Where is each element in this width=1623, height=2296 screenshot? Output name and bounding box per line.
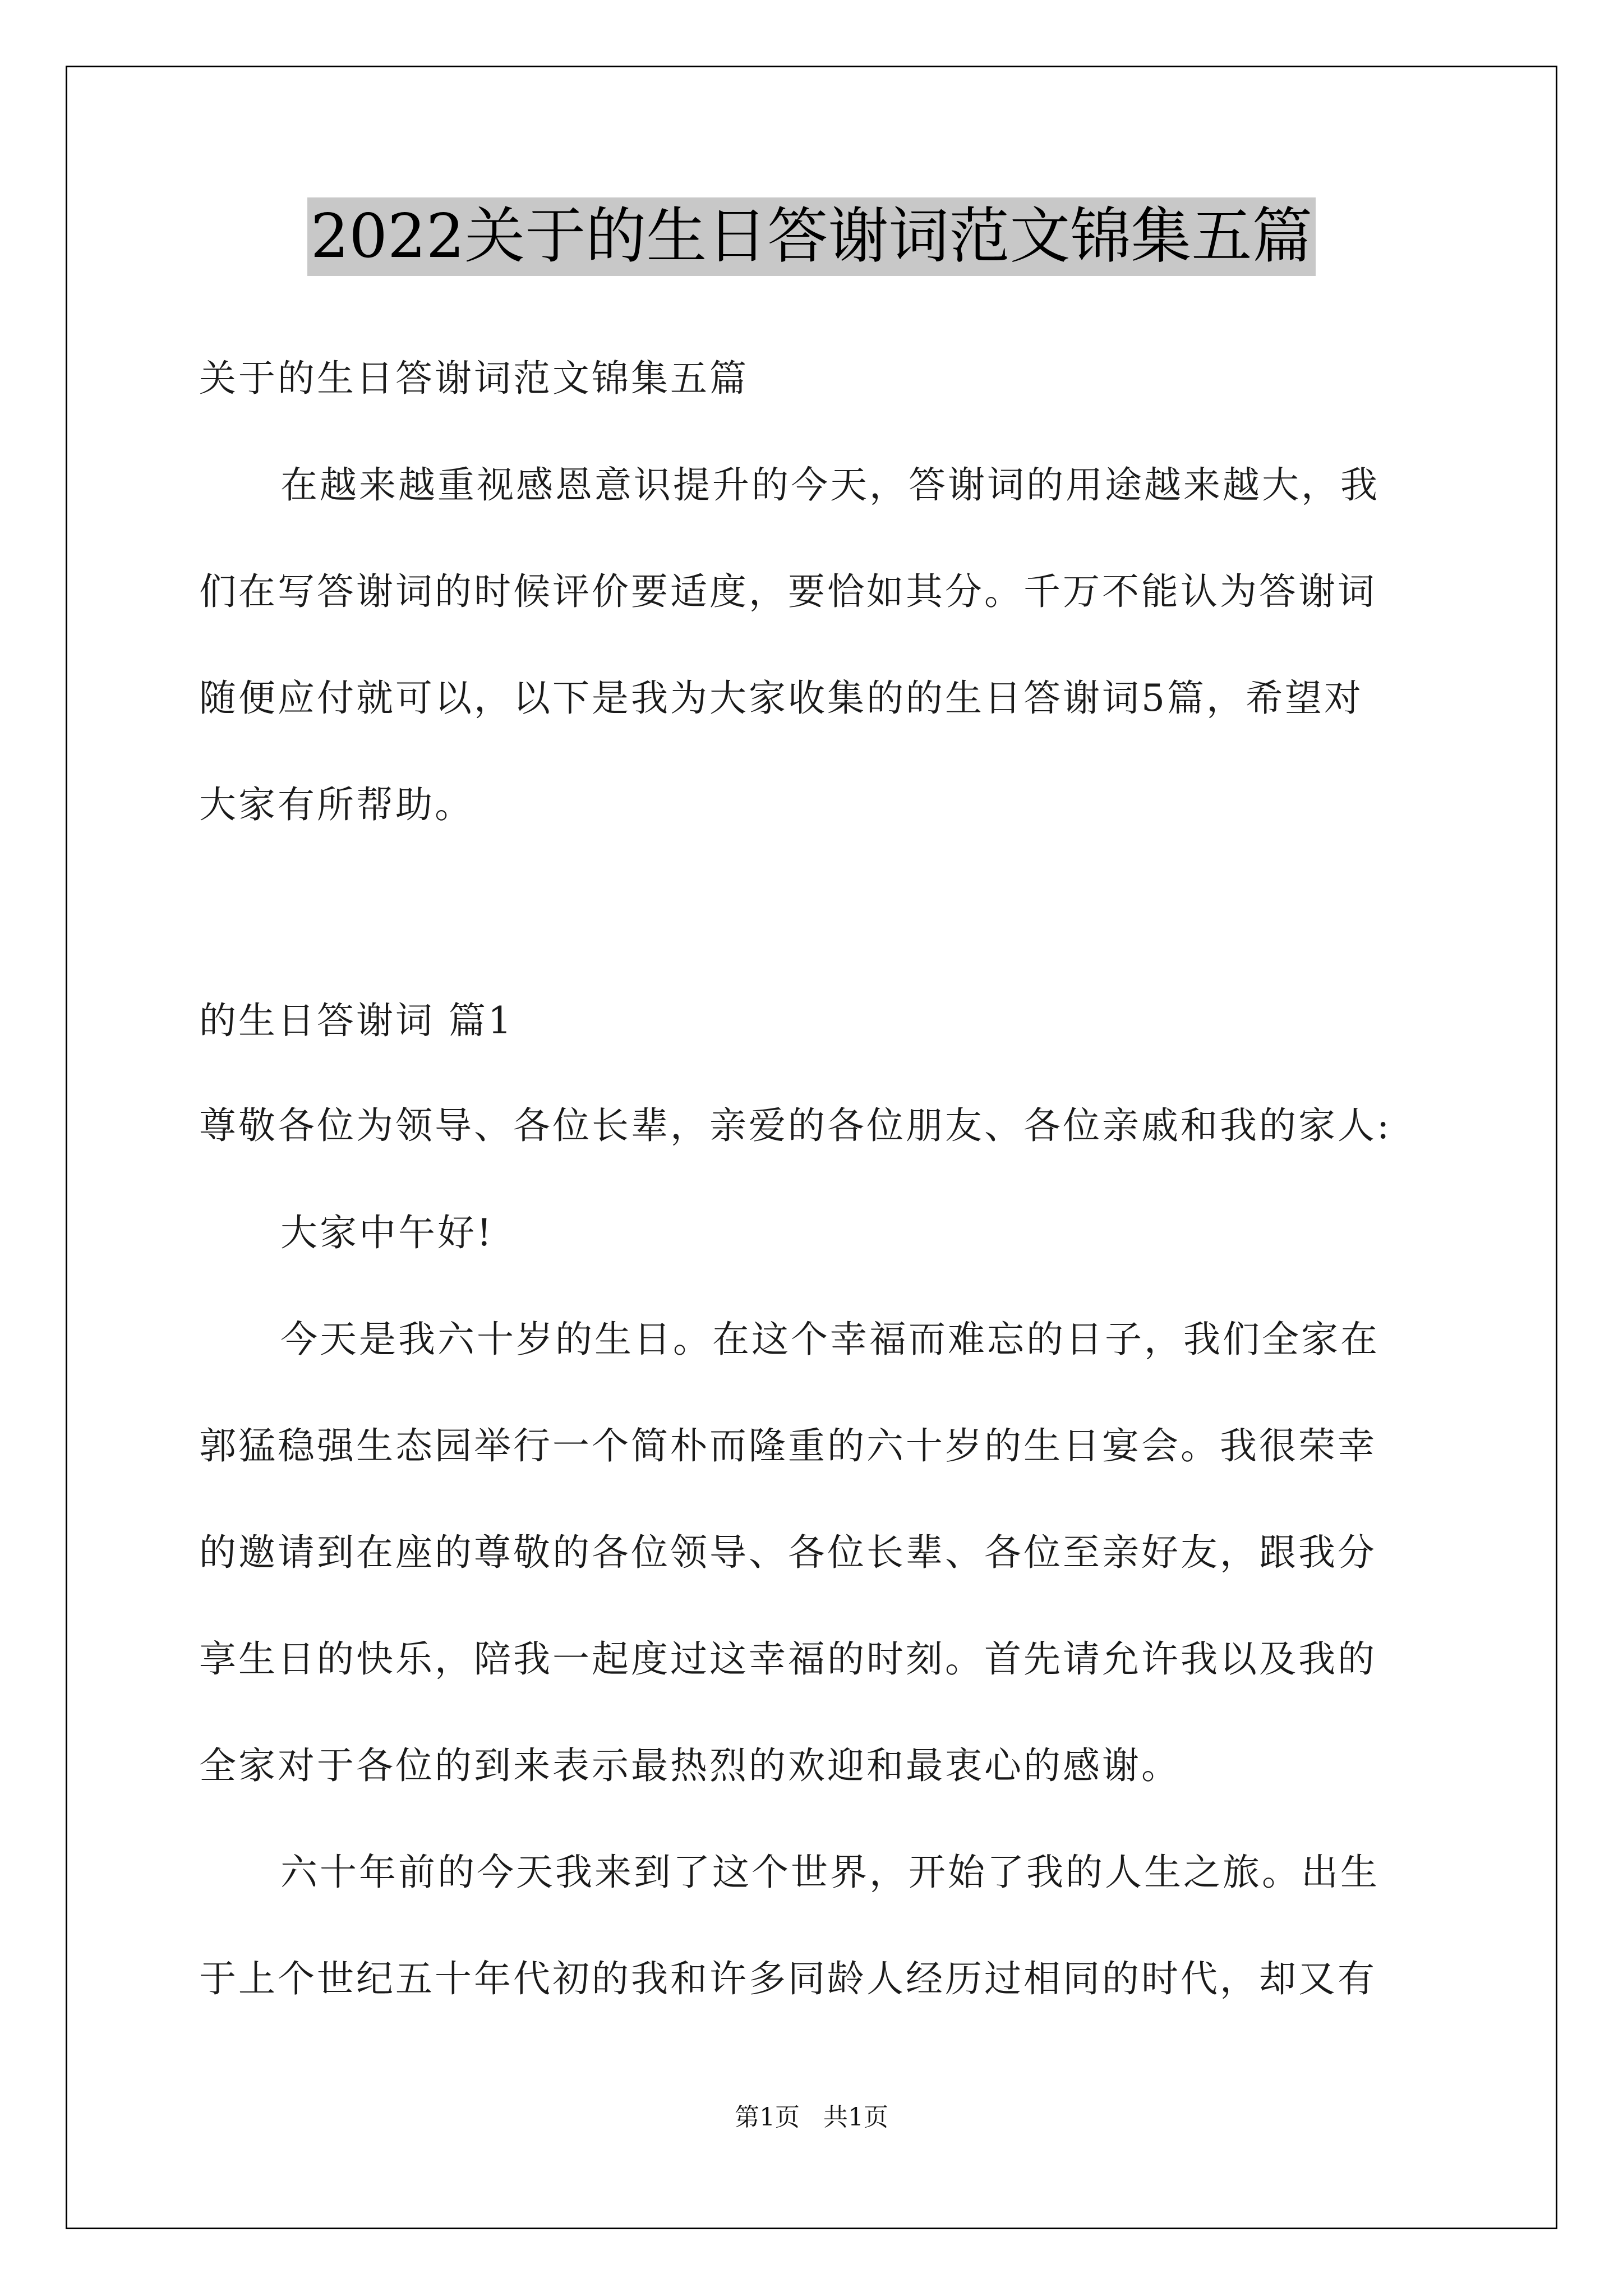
paragraph-line: 郭猛稳强生态园举行一个简朴而隆重的六十岁的生日宴会。我很荣幸 (199, 1424, 1377, 1467)
salutation: 尊敬各位为领导、各位长辈，亲爱的各位朋友、各位亲戚和我的家人: (199, 1104, 1392, 1147)
paragraph-line: 今天是我六十岁的生日。在这个幸福而难忘的日子，我们全家在 (280, 1318, 1380, 1361)
page-number: 第1页 (735, 2103, 800, 2132)
document-title: 2022关于的生日答谢词范文锦集五篇 (307, 197, 1316, 276)
intro-line: 随便应付就可以，以下是我为大家收集的的生日答谢词5篇，希望对 (199, 677, 1363, 720)
greeting: 大家中午好! (280, 1211, 494, 1254)
title-container (0, 197, 1623, 276)
document-subtitle: 关于的生日答谢词范文锦集五篇 (199, 357, 749, 400)
section-heading: 的生日答谢词 篇1 (199, 999, 514, 1042)
page-footer (0, 2101, 1623, 2134)
page-total: 共1页 (823, 2103, 888, 2132)
paragraph-line: 六十年前的今天我来到了这个世界，开始了我的人生之旅。出生 (280, 1851, 1380, 1894)
paragraph-line: 全家对于各位的到来表示最热烈的欢迎和最衷心的感谢。 (199, 1744, 1181, 1787)
intro-line: 们在写答谢词的时候评价要适度，要恰如其分。千万不能认为答谢词 (199, 570, 1377, 613)
intro-line: 大家有所帮助。 (199, 783, 474, 826)
intro-line: 在越来越重视感恩意识提升的今天，答谢词的用途越来越大，我 (280, 463, 1380, 507)
paragraph-line: 的邀请到在座的尊敬的各位领导、各位长辈、各位至亲好友，跟我分 (199, 1531, 1377, 1574)
paragraph-line: 于上个世纪五十年代初的我和许多同龄人经历过相同的时代，却又有 (199, 1957, 1377, 2000)
paragraph-line: 享生日的快乐，陪我一起度过这幸福的时刻。首先请允许我以及我的 (199, 1637, 1377, 1681)
